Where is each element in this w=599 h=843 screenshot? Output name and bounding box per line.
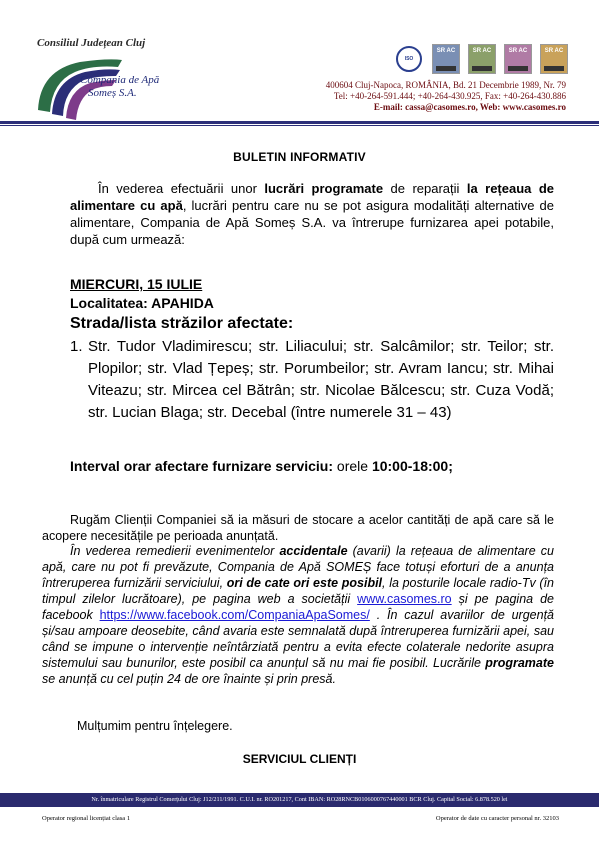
streets-label: Strada/lista străzilor afectate: (70, 315, 294, 332)
notice-text: , la posturile locale radio-Tv (în timpul zilelor lucrătoare), pe pagina web a societății (42, 576, 554, 606)
notice-text: . În cazul avariilor de urgență și/sau ampoare deosebite, când avaria este semnalată după întreruperea furnizării apei, sau când se impune o intervenție neîntârziată pentru a evita efecte colaterale nedorite asupra sistemului sau bunurilor, este posibil ca anunțul să nu mai fie posibil. Lucrările (42, 608, 554, 670)
outage-date: MIERCURI, 15 IULIE (70, 276, 203, 292)
certification-badge: SR AC (504, 44, 532, 74)
emergency-notice (42, 543, 554, 687)
facebook-link[interactable]: https://www.facebook.com/CompaniaApaSomes/ (99, 608, 370, 622)
address-line: 400604 Cluj-Napoca, ROMÂNIA, Bd. 21 Decembrie 1989, Nr. 79 (325, 80, 566, 90)
interval-label: Interval orar afectare furnizare serviciu: (70, 458, 334, 474)
logo-line1: Compania de Apă (80, 74, 160, 86)
intro-bold-text: lucrări programate (264, 181, 384, 196)
logo-text (80, 74, 159, 100)
notice-text: (avarii) la rețeaua de alimentare cu apă, care nu pot fi prevăzute, Compania de Apă SOMEȘ face totuși eforturi de a anunța întreruperea furnizării serviciului, (42, 544, 554, 590)
interval-value: 10:00-18:00; (371, 458, 453, 474)
certification-badges (396, 44, 576, 76)
footer-registration-bar: Nr. înmatriculare Registrul Comerțului Cluj: J12/211/1991. C.U.I. nr. RO201217, Cont IBAN: RO28RNCB0106000767440001 BCR Cluj. Capital Social: 6.878.520 lei (0, 793, 599, 807)
thanks-line: Mulțumim pentru înțelegere. (77, 719, 233, 733)
storage-notice: Rugăm Clienții Companiei să ia măsuri de stocare a acelor cantități de apă care să le acopere necesitățile pe perioada anunțată. (42, 513, 554, 543)
footer-operator-license: Operator regional licențiat clasa 1 (42, 815, 131, 822)
phone-line: Tel: +40-264-591.444; +40-264-430.925, Fax: +40-264-430.886 (333, 91, 566, 101)
footer-data-operator: Operator de date cu caracter personal nr. 32103 (435, 815, 559, 822)
locality: Localitatea: APAHIDA (70, 295, 214, 311)
logo-line2: Someș S.A. (88, 87, 137, 99)
list-number: 1. (70, 338, 83, 355)
document-title: BULETIN INFORMATIV (233, 150, 366, 164)
company-address (326, 80, 566, 113)
interval-word: orele (333, 458, 372, 474)
intro-bold-text: la rețeaua de alimentare cu apă (70, 181, 555, 213)
notice-bold-text: accidentale (279, 544, 348, 558)
streets-list (70, 336, 554, 424)
certification-badge: SR AC (468, 44, 496, 74)
email-web-line: E-mail: cassa@casomes.ro, Web: www.casomes.ro (373, 102, 566, 112)
notice-text: și pe pagina de facebook (42, 592, 555, 622)
notice-bold-text: programate (485, 656, 554, 670)
header-divider (0, 121, 599, 124)
notice-bold-text: ori de cate ori este posibil (226, 576, 383, 590)
time-interval (70, 458, 453, 474)
department-signature: SERVICIUL CLIENȚI (242, 752, 357, 766)
header-divider-thin (0, 125, 599, 126)
quality-seal-icon: ISO (396, 46, 422, 72)
notice-text: În vederea remedierii evenimentelor (70, 544, 280, 558)
intro-text: În vederea efectuării unor (98, 181, 265, 196)
notice-text: se anunță cu cel puțin 24 de ore înainte și prin presă. (42, 672, 336, 686)
intro-text: de reparații (383, 181, 467, 196)
intro-paragraph (70, 180, 554, 248)
council-name: Consiliul Județean Cluj (37, 37, 146, 49)
intro-text: , lucrări pentru care nu se pot asigura modalități alternative de alimentare, Compania de Apă Someș S.A. va întrerupe furnizarea apei potabile, după cum urmează: (70, 198, 555, 247)
list-item: Str. Tudor Vladimirescu; str. Liliacului; str. Salcâmilor; str. Teilor; str. Plopilor; str. Vlad Țepeș; str. Porumbeilor; str. Avram Iancu; str. Mihai Viteazu; str. Mircea cel Bătrân; str. Nicolae Bălcescu; str. Cuza Vodă; str. Lucian Blaga; str. Decebal (între numerele 31 – 43) (88, 338, 554, 421)
certification-badge: SR AC (432, 44, 460, 74)
certification-badge: SR AC (540, 44, 568, 74)
website-link[interactable]: www.casomes.ro (357, 592, 452, 606)
